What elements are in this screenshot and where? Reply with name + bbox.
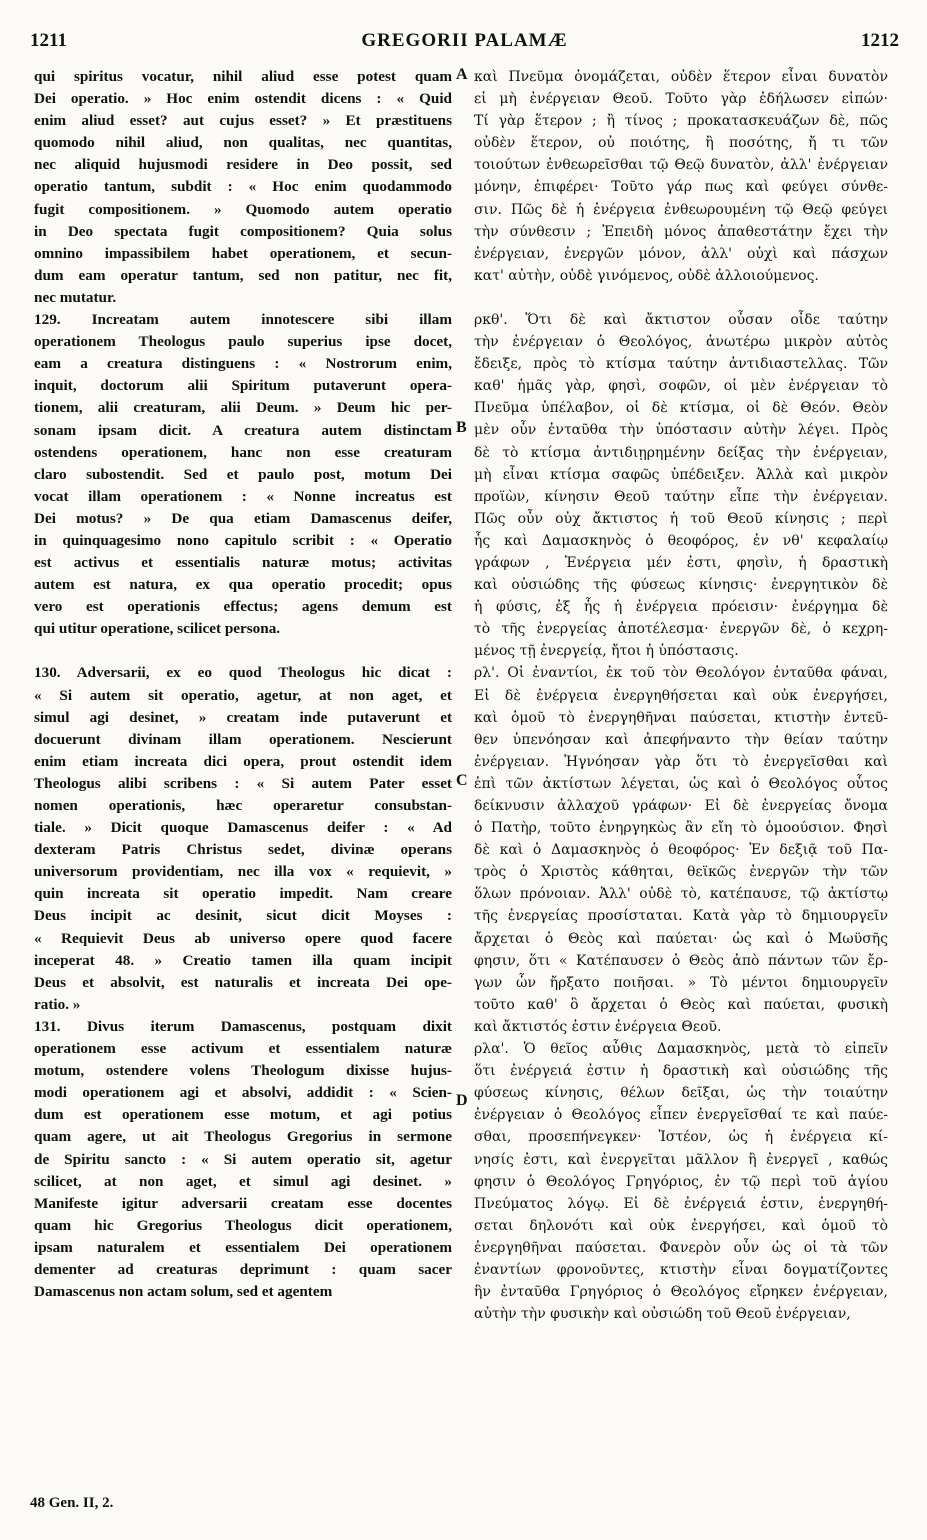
text-line: fugit compositionem. » Quomodo autem operatio xyxy=(34,200,452,218)
text-line: quin increata sit operatio impedit. Nam creare xyxy=(34,885,452,903)
text-line: ἔδειξε, πρὸς τὸ κτίσμα ταύτην ἀντιδιαστελλας. Τῶν xyxy=(474,356,888,373)
text-line: modi operationem agi et absolvi, addidit : « Scien- xyxy=(34,1084,452,1102)
text-line: simul agi desinet, » creatam inde putaverunt et xyxy=(34,708,452,726)
text-line: qui utitur operatione, scilicet persona. xyxy=(34,620,281,638)
text-line: καὶ ἄκτιστός ἐστιν ἐνέργεια Θεοῦ. xyxy=(474,1018,722,1035)
text-line: τὸ τῆς ἐνεργείας ἀποτέλεσμα· ἐνεργῶν δὲ, ὁ κεχρη- xyxy=(474,621,888,638)
text-line: « Requievit Deus ab universo opere quod facere xyxy=(34,929,452,947)
text-line: quam agere, ut ait Theologus Gregorius in sermone xyxy=(34,1128,452,1146)
text-line: Dei motus? » De qua etiam Damascenus deifer, xyxy=(34,509,452,527)
text-line: γων ὧν ἤρξατο ποιῆσαι. » Τὸ μέντοι δημιουργεῖν xyxy=(474,974,888,991)
text-line: nec aliquid hujusmodi residere in Deo possit, sed xyxy=(34,156,452,174)
text-line: Τί γὰρ ἕτερον ; ἢ τίνος ; προκατασκευάζων δὲ, πῶς xyxy=(474,113,888,130)
text-line: ratio. » xyxy=(34,995,81,1013)
text-line: οὐδὲν ἕτερον, οὐ ποιότης, ἢ ποσότης, ἤ τι τῶν xyxy=(474,135,888,152)
text-line: sonam ipsam dicit. A creatura autem distinctam xyxy=(34,421,452,439)
text-line: tiale. » Dicit quoque Damascenus deifer : « Ad xyxy=(34,819,452,837)
text-line: εἰ μὴ ἐνέργειαν Θεοῦ. Τοῦτο γὰρ ἐδήλωσεν εἰπών· xyxy=(474,91,888,108)
text-line: φύσεως κίνησις, θέλων δεῖξαι, ὡς τὴν τοιαύτην xyxy=(474,1085,888,1102)
text-line: quomodo nihil aliud, non qualitas, nec quantitas, xyxy=(34,134,452,152)
text-line: in quinquagesimo nono capitulo scribit : « Operatio xyxy=(34,531,452,549)
text-line: ὁ Πατὴρ, τοῦτο ἐνηργηκὼς ἂν εἴη τὸ ὁμοούσιον. Φησὶ xyxy=(474,820,888,837)
text-line: ἐνέργειαν. Ἠγνόησαν γὰρ ὅτι τὸ ἐνεργεῖσθαι καὶ xyxy=(474,753,888,770)
text-line: omnino impassibilem habet operationem, et secun- xyxy=(34,244,452,262)
text-line: αὐτὴν τὴν φυσικὴν καὶ οὐσιώδη τοῦ Θεοῦ ἐνέργειαν, xyxy=(474,1306,851,1323)
text-line: universorum providentiam, nec illa vox « requievit, » xyxy=(34,863,452,881)
text-line: enim aliud esset? aut cujus esset? » Et præstituens xyxy=(34,112,452,130)
text-line: ἡ φύσις, ἐξ ἧς ἡ ἐνέργεια πρόεισιν· ἐνέργημα δὲ xyxy=(474,599,888,616)
section-marker-c: C xyxy=(456,772,468,789)
text-line: tionem, alii creaturam, alii Deum. » Deum hic per- xyxy=(34,399,452,417)
text-line: τρὸς ὁ Χριστὸς κάθηται, θεϊκῶς ἐνεργῶν τὴν τῶν xyxy=(474,864,888,881)
text-line: operatio tantum, subdit : « Hoc enim quodammodo xyxy=(34,178,452,196)
text-line: ἣν ἐνταῦθα Γρηγόριος ὁ Θεολόγος εἴρηκεν ἐνέργειαν, xyxy=(474,1284,888,1301)
text-line: nomen operationis, hæc operaretur consubstan- xyxy=(34,797,452,814)
text-line: est activus et essentialis naturæ motus; activitas xyxy=(34,554,452,572)
text-line: Theologus alibi scribens : « Si autem Pater esset xyxy=(34,774,452,792)
text-line: τοιούτων ἐνθεωρεῖσθαι τῷ Θεῷ δυνατὸν, ἀλλ' ἐνέργειαν xyxy=(474,157,888,174)
text-line: σεται δηλονότι καὶ οὐκ ἐνεργήσει, καὶ ὁμοῦ τὸ xyxy=(474,1217,888,1234)
text-line: ρλα'. Ὁ θεῖος αὖθις Δαμασκηνὸς, μετὰ τὸ εἰπεῖν xyxy=(474,1041,888,1058)
page-number-right: 1212 xyxy=(861,30,899,51)
text-line: dum est operationem esse motum, et agi potius xyxy=(34,1106,452,1124)
text-line: quam hic Gregorius Theologus dicit operationem, xyxy=(34,1216,452,1234)
text-line: μένος τῇ ἐνεργείᾳ, ἤτοι ἡ ὑπόστασις. xyxy=(474,643,739,660)
text-line: ἐνέργειαν, ἐνεργῶν μόνον, ἀλλ' οὐχὶ καὶ πάσχων xyxy=(474,245,888,262)
text-line: Damascenus non actam solum, sed et agentem xyxy=(34,1283,333,1301)
section-marker-b: B xyxy=(456,419,467,436)
text-line: Πνεῦμα ὑπέλαβον, οἱ δὲ κτίσμα, οἱ δὲ Θεόν. Θεὸν xyxy=(474,400,888,417)
text-line: τῆς ἐνεργείας προσίσταται. Κατὰ γὰρ τὸ δημιουργεῖν xyxy=(474,908,888,925)
text-line: ἐνέργειαν ὁ Θεολόγος εἶπεν ἐνεργεῖσθαί τε καὶ παύε- xyxy=(474,1107,888,1124)
text-line: « Si autem sit operatio, agetur, at non aget, et xyxy=(34,686,452,704)
text-line: σιν. Πῶς δὲ ἡ ἐνέργεια ἐνθεωρουμένη τῷ Θεῷ φεύγει xyxy=(474,201,888,218)
text-line: φησιν, ὅτι « Κατέπαυσεν ὁ Θεὸς ἀπὸ πάντων τῶν ἔρ- xyxy=(474,952,888,969)
text-line: vero est operationis effectus; agens demum est xyxy=(34,598,452,616)
text-line: Πνεύματος λόγῳ. Εἰ δὲ ἐνέργειά ἐστιν, ἐνεργηθή- xyxy=(474,1195,888,1212)
text-line: προϊὼν, κίνησιν Θεοῦ ταύτην εἶπε τὴν ἐνέργειαν. xyxy=(474,488,888,505)
text-line: νησίς ἐστι, καὶ ἐνεργεῖται μᾶλλον ἢ ἐνεργεῖ , καθώς xyxy=(474,1151,888,1168)
text-line: Deus incipit ac desinit, sicut dicit Moyses : xyxy=(34,907,452,925)
text-line: κατ' αὐτὴν, οὐδὲ γινόμενος, οὐδὲ ἀλλοιούμενος. xyxy=(474,267,819,284)
text-line: ἐναντίων φρονοῦντες, κτιστὴν εἶναι δογματίζοντες xyxy=(474,1261,888,1278)
text-line: ostendens operationem, hanc non esse creaturam xyxy=(34,443,452,461)
text-line: γράφων , Ἐνέργεια μέν ἐστι, φησὶν, ἡ δραστικὴ xyxy=(474,554,888,571)
running-title: GREGORII PALAMÆ xyxy=(361,30,568,51)
text-line: Manifeste igitur adversarii creatam esse docentes xyxy=(34,1194,452,1212)
text-line: qui spiritus vocatur, nihil aliud esse potest quam xyxy=(34,68,452,85)
text-line: ipsam naturalem et essentialem Dei operationem xyxy=(34,1238,452,1256)
text-line: ρλ'. Οἱ ἐναντίοι, ἐκ τοῦ τὸν Θεολόγον ἐνταῦθα φάναι, xyxy=(474,665,888,682)
text-line: καὶ Πνεῦμα ὀνομάζεται, οὐδὲν ἕτερον εἶναι δυνατὸν xyxy=(474,69,888,85)
text-line: 129. Increatam autem innotescere sibi illam xyxy=(34,311,452,329)
text-line: τὴν ἐνέργειαν ὁ Θεολόγος, ἀνωτέρω μικρὸν αὐτὸς xyxy=(474,334,888,351)
text-line: ὅλων πρόνοιαν. Ἀλλ' οὐδὲ τὸ, κατέπαυσε, τῷ ἀκτίστῳ xyxy=(474,886,888,903)
text-line: ἐπὶ τῶν ἀκτίστων λέγεται, ὡς καὶ ὁ Θεολόγος οὗτος xyxy=(474,775,888,792)
text-line: operationem Theologus paulo superius ipse docet, xyxy=(34,333,452,351)
text-line: Dei operatio. » Hoc enim ostendit dicens : « Quid xyxy=(34,90,452,108)
text-line: dementer ad creaturas deprimunt : quam sacer xyxy=(34,1260,452,1278)
text-line: inceperat 48. » Creatio tamen illa quam incipit xyxy=(34,951,452,969)
text-line: καθ' ἡμᾶς γὰρ, φησὶ, σοφῶν, οἱ μὲν ἐνέργειαν τὸ xyxy=(474,378,888,395)
section-marker-d: D xyxy=(456,1092,468,1109)
text-line: Deus et absolvit, est naturalis et increata Dei ope- xyxy=(34,973,452,991)
text-line: μὲν οὖν ἐνταῦθα τὴν ὑπόστασιν αὐτὴν λέγει. Πρὸς xyxy=(474,422,888,439)
text-line: καὶ οὐσιώδης τῆς φύσεως κίνησις· ἐνεργητικὸν δὲ xyxy=(474,577,888,594)
text-line: nec mutatur. xyxy=(34,288,117,306)
text-line: θεν ὑπενόησαν καὶ ἀπεφήναντο τὴν θείαν ταύτην xyxy=(474,731,888,748)
text-line: Εἰ δὲ ἐνέργεια ἐνεργηθήσεται καὶ οὐκ ἐνεργήσει, xyxy=(474,687,888,704)
text-line: dum eam operatur tantum, sed non patitur, nec fit, xyxy=(34,266,452,284)
latin-column xyxy=(34,66,452,1303)
text-line: τὴν σύνθεσιν ; Ἐπειδὴ μόνος ἀπαθεστάτην ἔχει τὴν xyxy=(474,223,888,240)
text-line: καὶ ὁμοῦ τὸ ἐνεργηθῆναι παύσεται, κτιστὴν ἐντεῦ- xyxy=(474,709,888,726)
text-line: τοῦτο καθ' ὃ ἄρχεται ὁ Θεὸς καὶ παύεται, φυσικὴ xyxy=(474,996,888,1013)
greek-column xyxy=(474,66,888,1325)
text-line: operationem esse activum et essentialem naturæ xyxy=(34,1040,452,1058)
text-line: ἐνεργηθῆναι παύσεται. Φανερὸν οὖν ὡς οἱ τὰ τῶν xyxy=(474,1239,888,1256)
text-line: ρκθ'. Ὅτι δὲ καὶ ἄκτιστον οὖσαν οἶδε ταύτην xyxy=(474,311,888,328)
text-line: autem est natura, ex qua operatio procedit; opus xyxy=(34,576,452,594)
text-line: 130. Adversarii, ex eo quod Theologus hic dicat : xyxy=(34,664,452,682)
text-line: enim etiam increata dici opera, prout ostendit idem xyxy=(34,752,452,770)
footnote: 48 Gen. II, 2. xyxy=(30,1495,114,1511)
text-line: eam a creatura distinguens : « Nostrorum enim, xyxy=(34,355,452,373)
text-line: inquit, doctorum alii Spiritum putaverunt opera- xyxy=(34,377,452,395)
text-line: δὲ καὶ ὁ Δαμασκηνὸς ὁ θεοφόρος· Ἐν δεξιᾷ τοῦ Πα- xyxy=(474,842,888,859)
section-marker-a: A xyxy=(456,66,468,83)
text-line: in Deo spectata fugit compositionem? Quia solus xyxy=(34,222,452,240)
text-line: motum, ostendere volens Theologum dixisse hujus- xyxy=(34,1062,452,1080)
text-line: Πῶς οὖν οὐχ ἄκτιστος ἡ τοῦ Θεοῦ κίνησις ; περὶ xyxy=(474,510,888,527)
text-line: de Spiritu sancto : « Si autem operatio sit, agetur xyxy=(34,1150,452,1168)
page-header xyxy=(30,30,899,62)
page-number-left: 1211 xyxy=(30,30,67,51)
text-line: dexteram Patris Christus sedet, divinæ operans xyxy=(34,841,452,859)
text-line: σθαι, προσεπήνεγκεν· Ἰστέον, ὡς ἡ ἐνέργεια κί- xyxy=(474,1129,888,1146)
text-line: scilicet, at non aget, et simul agi desinet. » xyxy=(34,1172,452,1190)
text-line: ὅτι ἐνέργειά ἐστιν ἡ δραστικὴ καὶ οὐσιώδης τῆς xyxy=(474,1063,888,1080)
text-line: vocat illam operationem : « Nonne increatus est xyxy=(34,487,452,505)
text-line: φησιν ὁ Θεολόγος Γρηγόριος, ἐν τῷ περὶ τοῦ ἁγίου xyxy=(474,1173,888,1190)
text-line: μόνην, ἐπιφέρει· Τοῦτο γάρ πως καὶ φεύγει σύνθε- xyxy=(474,179,888,196)
text-line: claro subostendit. Sed et paulo post, motum Dei xyxy=(34,465,452,483)
text-line: docuerunt divinam illam operationem. Nescierunt xyxy=(34,730,452,748)
text-line: ἧς καὶ Δαμασκηνὸς ὁ θεοφόρος, ἐν νθ' κεφαλαίῳ xyxy=(474,532,888,549)
text-line: δείκνυσιν ἀλλαχοῦ γράφων· Εἰ δὲ ἐνεργείας ὄνομα xyxy=(474,798,888,814)
text-line: δὲ τὸ κτίσμα ἀντιδιῃρημένην δείξας τὴν ἐνέργειαν, xyxy=(474,444,888,461)
text-line: 131. Divus iterum Damascenus, postquam dixit xyxy=(34,1017,452,1035)
text-line: μὴ εἶναι κτίσμα σαφῶς ὑπέδειξεν. Ἀλλὰ καὶ μικρὸν xyxy=(474,466,888,483)
text-line: ἄρχεται ὁ Θεὸς καὶ παύεται· ὡς καὶ ὁ Μωϋσῆς xyxy=(474,930,888,947)
